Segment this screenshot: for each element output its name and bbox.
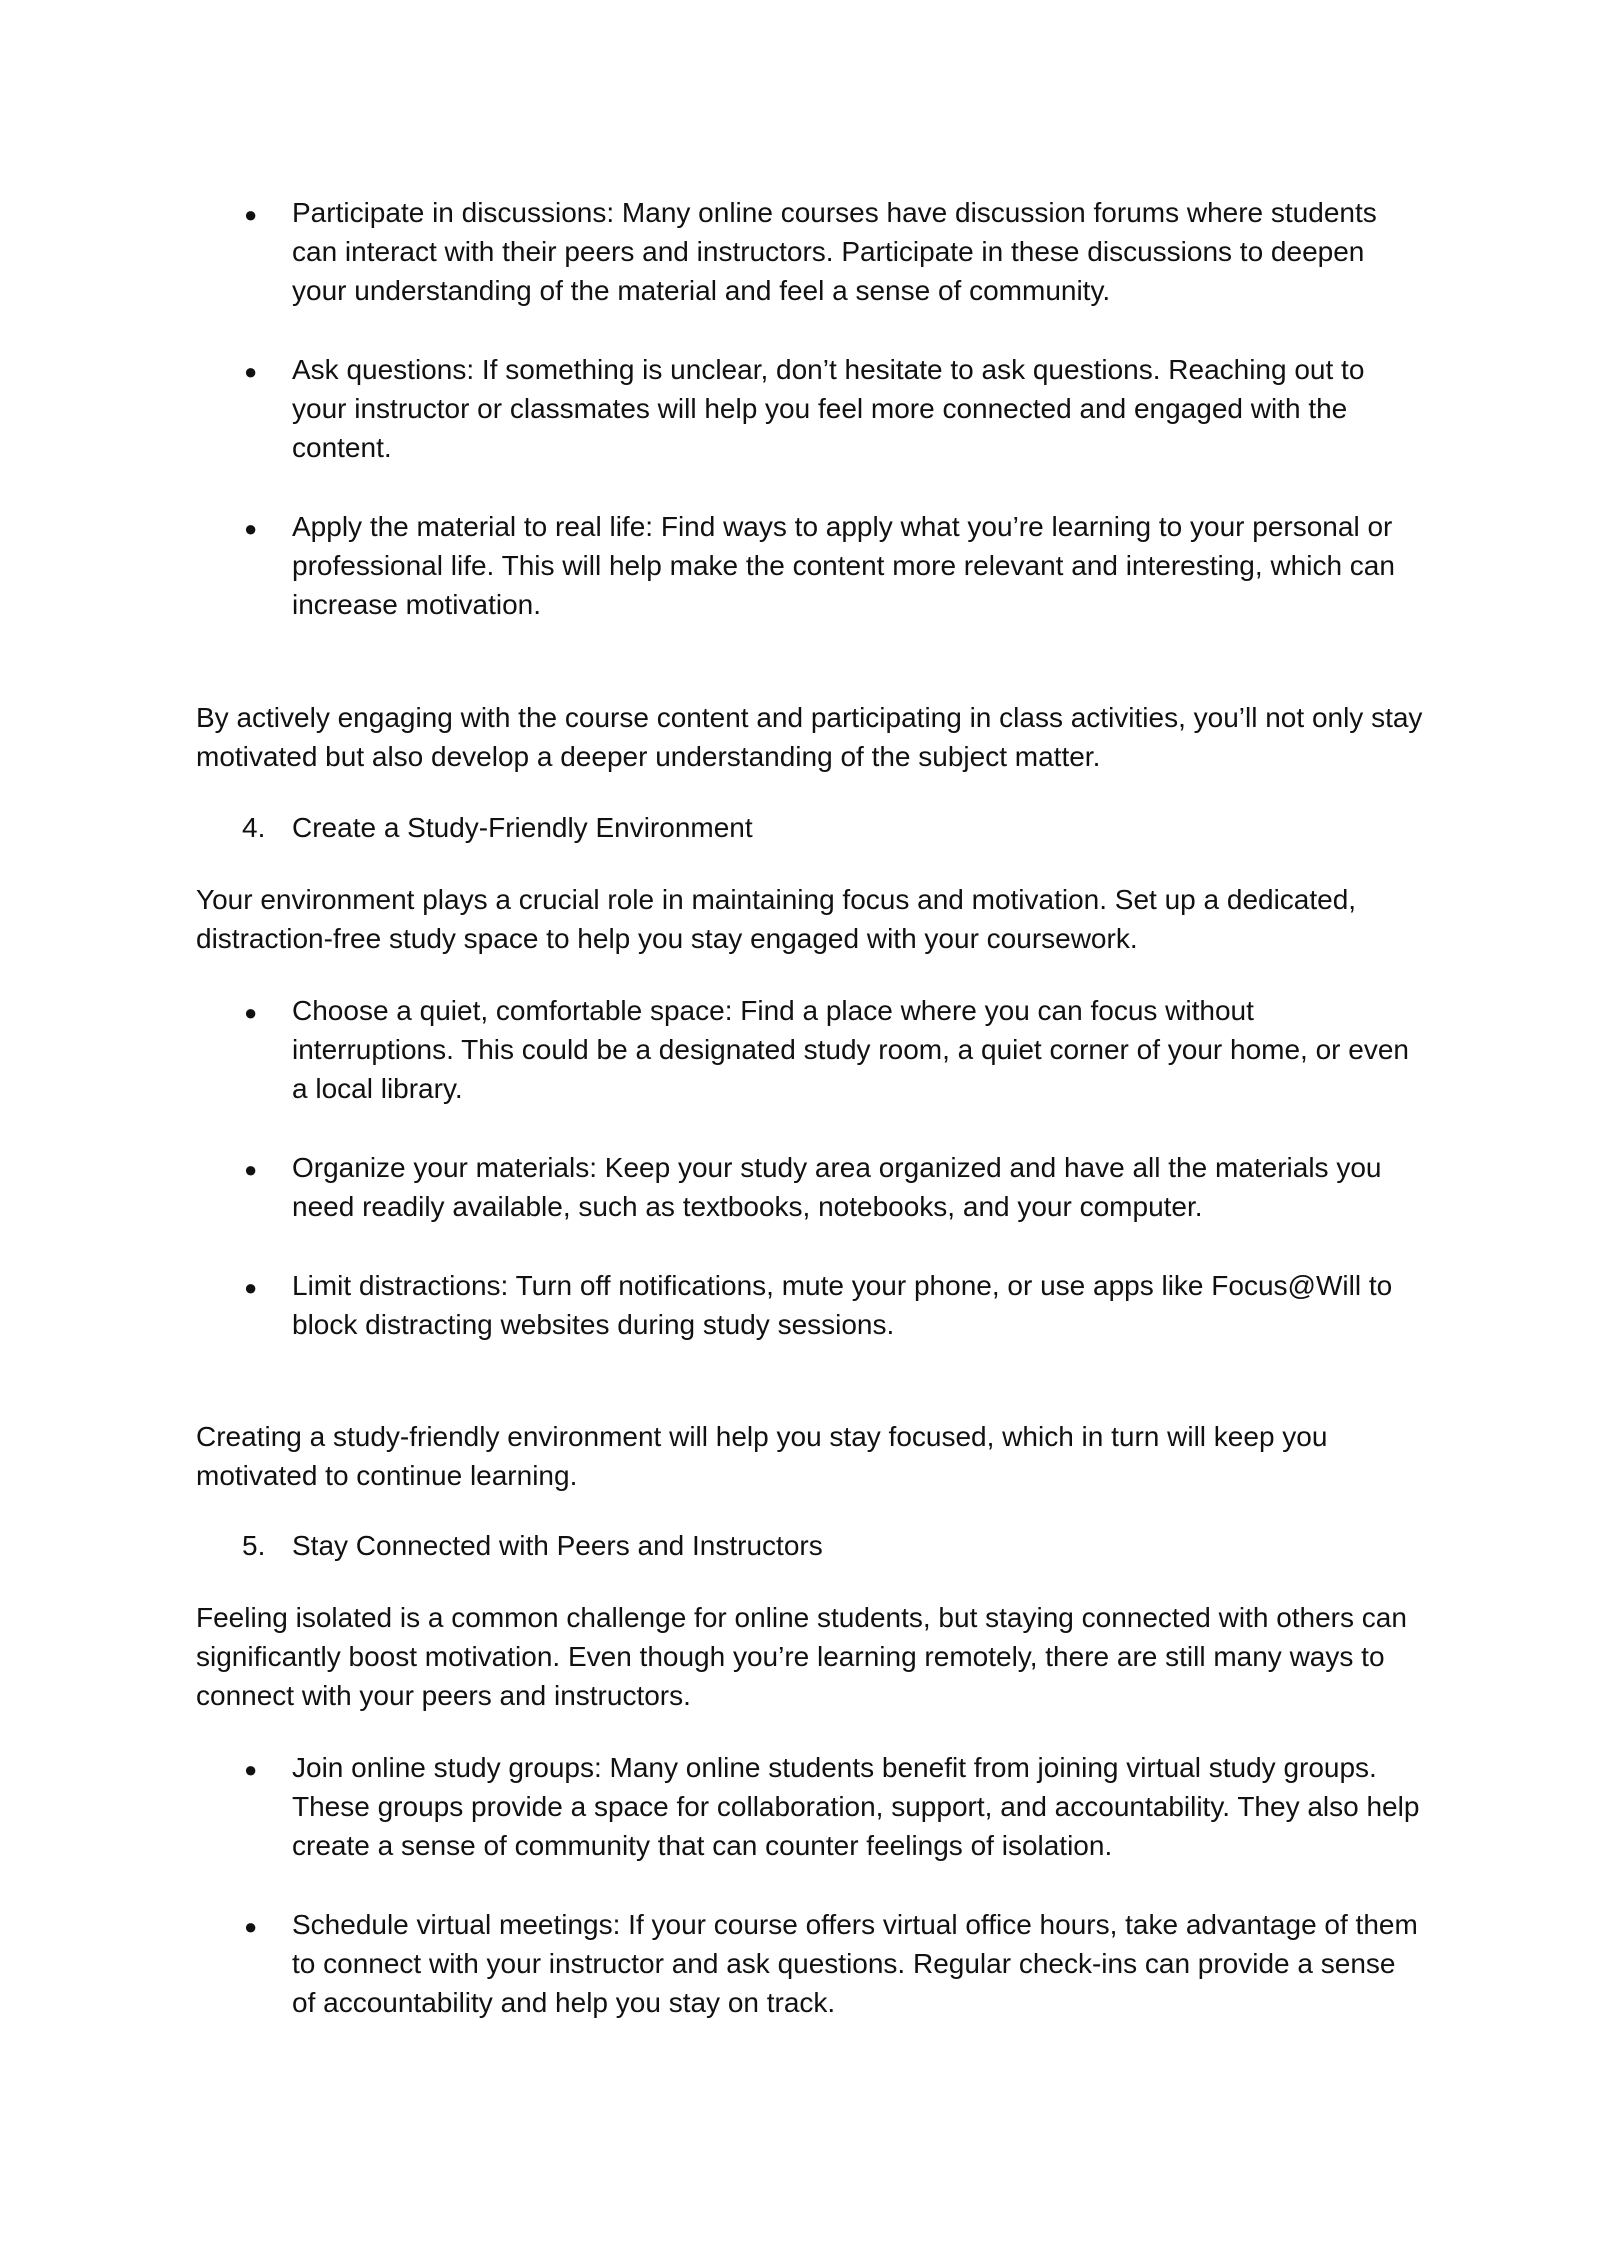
engagement-bullet-list	[0, 193, 1600, 624]
bullet-dot-icon: ●	[244, 202, 258, 227]
bullet-text: Apply the material to real life: Find ways to apply what you’re learning to your personal or professional life. This will help make the content more relevant and interesting, which can increase motivation.	[292, 511, 1395, 620]
bullet-dot-icon: ●	[244, 1275, 258, 1300]
bullet-dot-icon: ●	[244, 1157, 258, 1182]
bullet-dot-icon: ●	[244, 516, 258, 541]
bullet-dot-icon: ●	[244, 1914, 258, 1939]
bullet-apply-material	[0, 507, 1422, 624]
section-4-closing: Creating a study-friendly environment will help you stay focused, which in turn will keep you motivated to continue learning.	[196, 1421, 1328, 1491]
bullet-dot-icon: ●	[244, 1757, 258, 1782]
section-5-intro: Feeling isolated is a common challenge for online students, but staying connected with others can significantly boost motivation. Even though you’re learning remotely, there are still many ways to connect with your peers and instructors.	[196, 1602, 1407, 1711]
bullet-virtual-meetings	[0, 1905, 1422, 2022]
section-4-number: 4.	[242, 812, 266, 843]
environment-bullet-list	[0, 991, 1600, 1344]
bullet-dot-icon: ●	[244, 1000, 258, 1025]
bullet-text: Join online study groups: Many online students benefit from joining virtual study groups. These groups provide a space for collaboration, support, and accountability. They also help create a sense of community that can counter feelings of isolation.	[292, 1752, 1420, 1861]
bullet-organize-materials	[0, 1148, 1422, 1226]
section-4-intro: Your environment plays a crucial role in maintaining focus and motivation. Set up a dedicated, distraction-free study space to help you stay engaged with your coursework.	[196, 884, 1357, 954]
bullet-participate-discussions	[0, 193, 1422, 310]
bullet-text: Schedule virtual meetings: If your course offers virtual office hours, take advantage of them to connect with your instructor and ask questions. Regular check-ins can provide a sense of accountability and help you stay on track.	[292, 1909, 1418, 2018]
bullet-study-groups	[0, 1748, 1422, 1865]
bullet-text: Participate in discussions: Many online courses have discussion forums where students can interact with their peers and instructors. Participate in these discussions to deepen your understanding of the material and feel a sense of community.	[292, 197, 1377, 306]
section-5-number: 5.	[242, 1530, 266, 1561]
bullet-text: Ask questions: If something is unclear, don’t hesitate to ask questions. Reaching out to your instructor or classmates will help you feel more connected and engaged with the content.	[292, 354, 1365, 463]
bullet-text: Choose a quiet, comfortable space: Find a place where you can focus without interruptions. This could be a designated study room, a quiet corner of your home, or even a local library.	[292, 995, 1410, 1104]
section-5-heading	[196, 1526, 823, 1565]
section-5-title: Stay Connected with Peers and Instructors	[292, 1530, 823, 1561]
bullet-limit-distractions	[0, 1266, 1422, 1344]
bullet-ask-questions	[0, 350, 1422, 467]
section-4-title: Create a Study-Friendly Environment	[292, 812, 753, 843]
bullet-dot-icon: ●	[244, 359, 258, 384]
bullet-text: Limit distractions: Turn off notifications, mute your phone, or use apps like Focus@Will to block distracting websites during study sessions.	[292, 1270, 1393, 1340]
section-4-heading	[196, 808, 753, 847]
bullet-quiet-space	[0, 991, 1422, 1108]
bullet-text: Organize your materials: Keep your study area organized and have all the materials you need readily available, such as textbooks, notebooks, and your computer.	[292, 1152, 1382, 1222]
connection-bullet-list	[0, 1748, 1600, 2022]
engagement-closing-paragraph: By actively engaging with the course content and participating in class activities, you’ll not only stay motivated but also develop a deeper understanding of the subject matter.	[196, 702, 1423, 772]
